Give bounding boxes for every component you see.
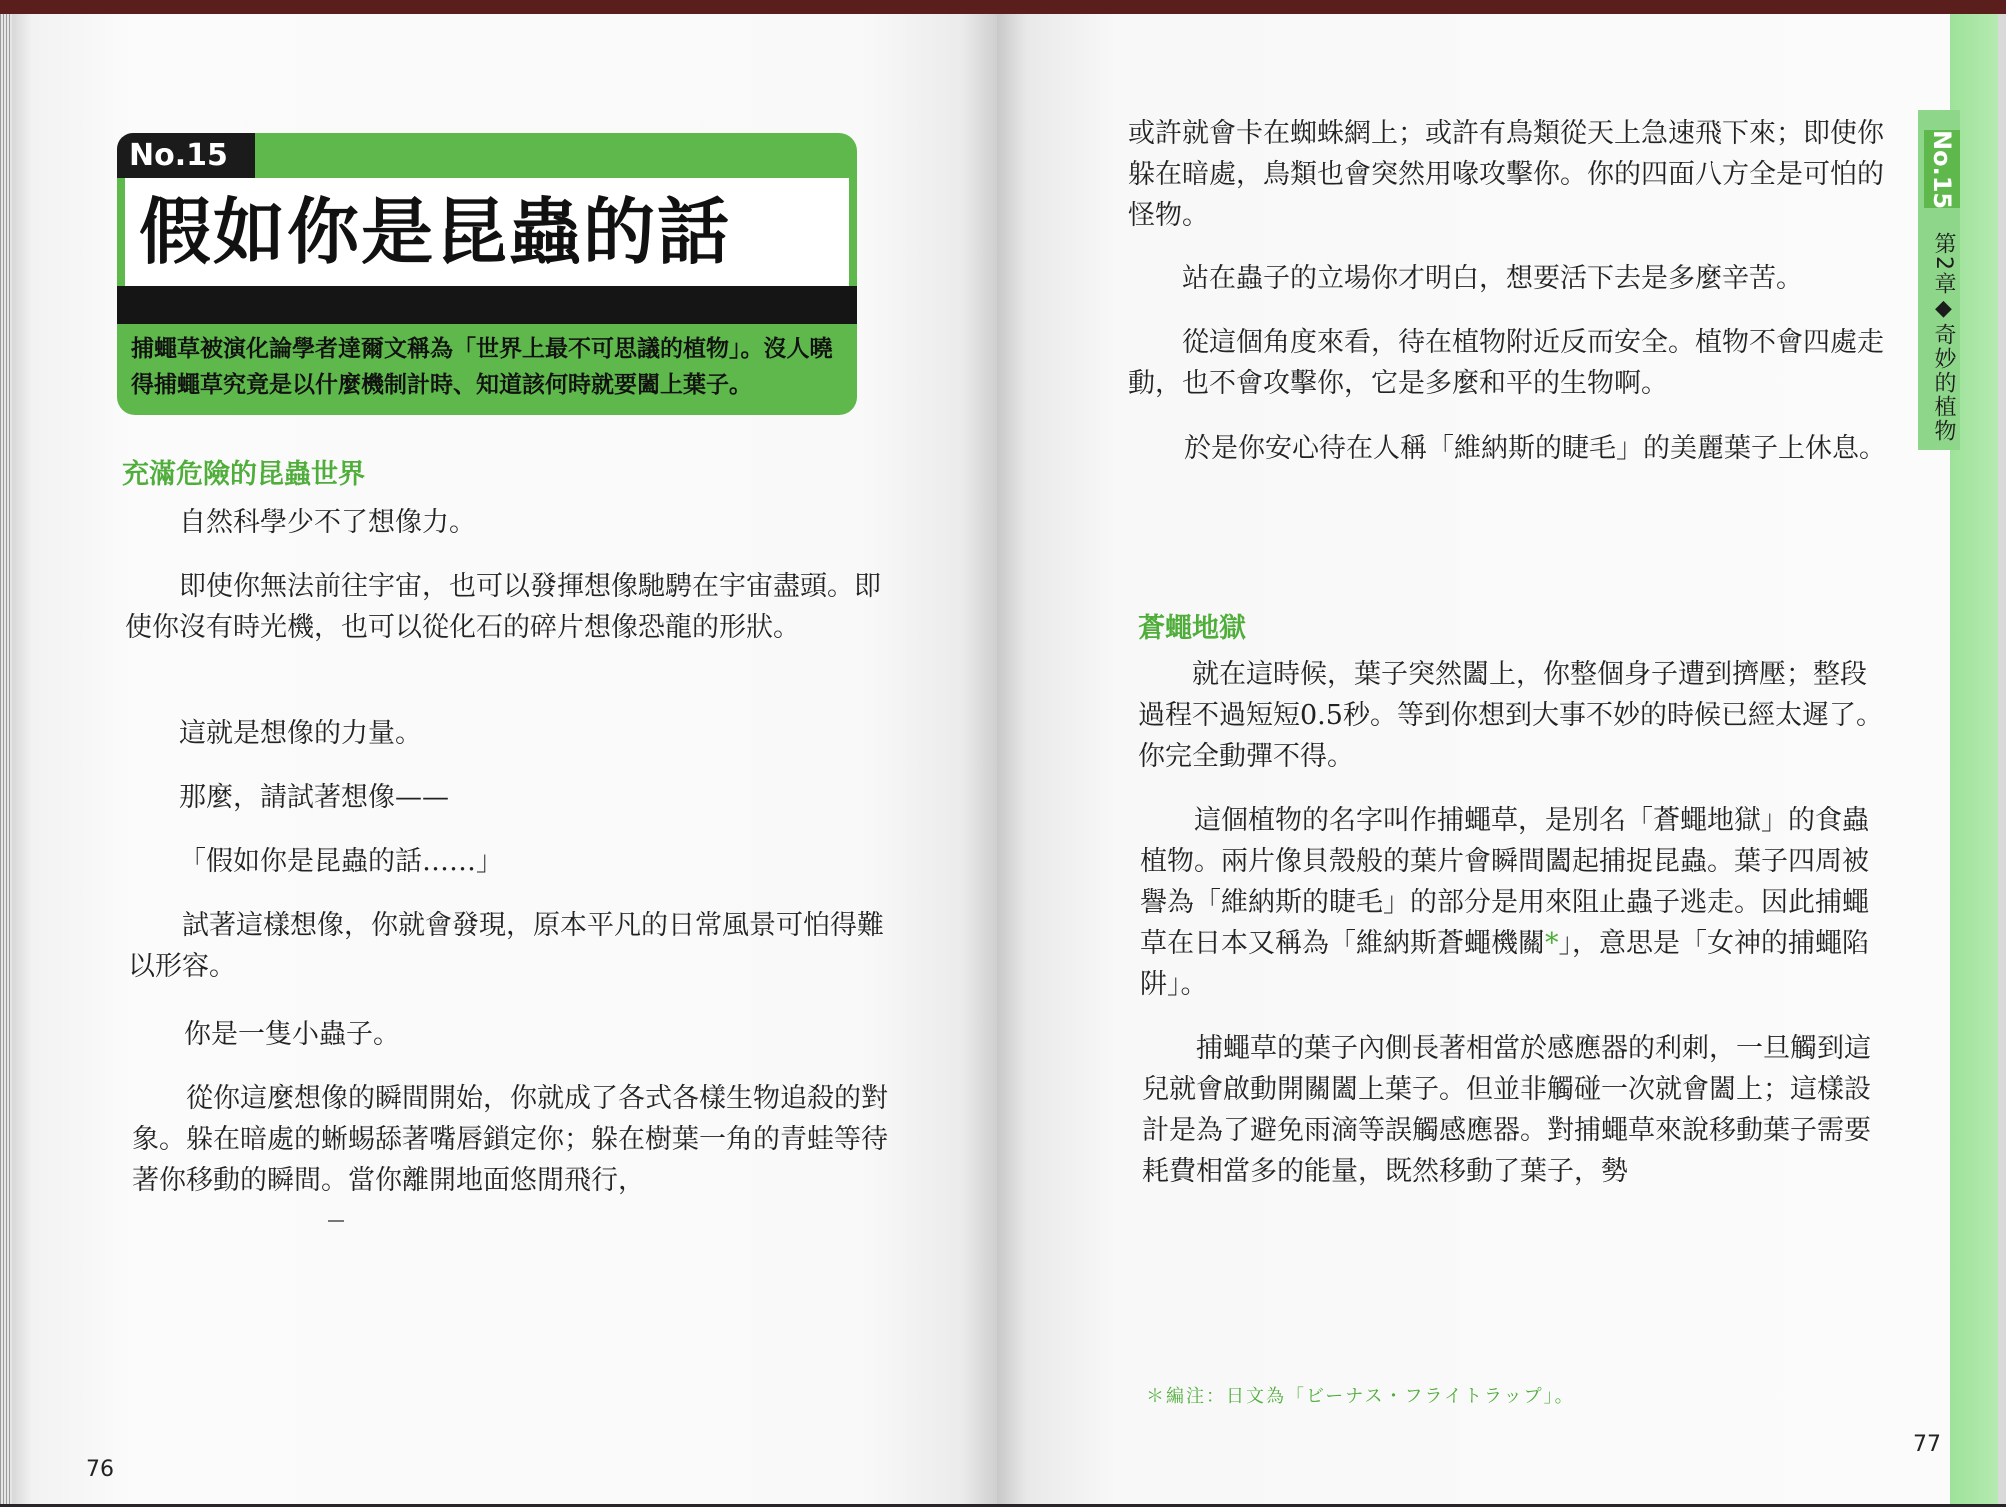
paragraph-text: 」，意思是「女神的捕蠅陷阱」。 — [1140, 928, 1869, 1000]
paragraph: 從你這麼想像的瞬間開始，你就成了各式各樣生物追殺的對象。躲在暗處的蜥蜴舔著嘴唇鎖定你；躲在樹葉一角的青蛙等待著你移動的瞬間。當你離開地面悠閒飛行， — [132, 1083, 888, 1196]
title-block — [117, 133, 857, 415]
right-cover-edge — [1998, 14, 2006, 1504]
paragraph-text: 這個植物的名字叫作捕蠅草，是別名「蒼蠅地獄」的食蟲植物。兩片像貝殼般的葉片會瞬間闔起捕捉昆蟲。葉子四周被譽為「維納斯的睫毛」的部分是用來阻止蟲子逃走。因此捕蠅草在日本又稱為「維納斯蒼蠅機關 — [1140, 805, 1869, 959]
paragraph: 你是一隻小蟲子。 — [184, 1019, 400, 1050]
dash-mark — [328, 1220, 344, 1222]
paragraph: 自然科學少不了想像力。 — [179, 507, 476, 538]
section-heading-insect-world: 充滿危險的昆蟲世界 — [122, 459, 365, 490]
chapter-tab-title: 第2章◆奇妙的植物 — [1931, 232, 1956, 443]
page-number-right: 77 — [1913, 1432, 1941, 1457]
page-number-left: 76 — [86, 1457, 114, 1482]
title-summary: 捕蠅草被演化論學者達爾文稱為「世界上最不可思議的植物」。沒人曉得捕蠅草究竟是以什麼機制計時、知道該何時就要闔上葉子。 — [131, 336, 833, 398]
paragraph: 這就是想像的力量。 — [179, 718, 422, 749]
paragraph: 捕蠅草的葉子內側長著相當於感應器的利刺，一旦觸到這兒就會啟動開關闔上葉子。但並非觸碰一次就會闔上；這樣設計是為了避免雨滴等誤觸感應器。對捕蠅草來說移動葉子需要耗費相當多的能量，既然移動了葉子，勢 — [1142, 1033, 1871, 1187]
paragraph: 試著這樣想像，你就會發現，原本平凡的日常風景可怕得難以形容。 — [128, 910, 884, 982]
chapter-tab-number: No.15 — [1924, 130, 1960, 208]
paragraph: 即使你無法前往宇宙，也可以發揮想像馳騁在宇宙盡頭。即使你沒有時光機，也可以從化石的碎片想像恐龍的形狀。 — [125, 571, 881, 643]
title-band — [125, 178, 849, 286]
footnote: ＊編注：日文為「ビーナス・フライトラップ」。 — [1146, 1386, 1575, 1407]
page-title: 假如你是昆蟲的話 — [139, 190, 732, 274]
paragraph: 站在蟲子的立場你才明白，想要活下去是多麼辛苦。 — [1182, 263, 1803, 294]
number-tag: No.15 — [117, 133, 255, 178]
paragraph: 就在這時候，葉子突然闔上，你整個身子遭到擠壓；整段過程不過短短0.5秒。等到你想到大事不妙的時候已經太遲了。你完全動彈不得。 — [1138, 659, 1883, 772]
paragraph: 從這個角度來看，待在植物附近反而安全。植物不會四處走動，也不會攻擊你，它是多麼和平的生物啊。 — [1128, 327, 1884, 399]
footnote-marker: * — [1545, 928, 1559, 959]
paragraph: 「假如你是昆蟲的話……」 — [179, 846, 503, 877]
section-heading-flytrap-hell: 蒼蠅地獄 — [1138, 613, 1246, 644]
paragraph: 或許就會卡在蜘蛛網上；或許有鳥類從天上急速飛下來；即使你躲在暗處，鳥類也會突然用喙攻擊你。你的四面八方全是可怕的怪物。 — [1128, 118, 1884, 231]
paragraph: 於是你安心待在人稱「維納斯的睫毛」的美麗葉子上休息。 — [1184, 433, 1886, 464]
paragraph — [1140, 800, 1892, 1005]
title-black-bar — [117, 286, 857, 324]
paragraph: 那麼，請試著想像—— — [179, 782, 449, 813]
book-cover-edge — [0, 0, 2006, 14]
